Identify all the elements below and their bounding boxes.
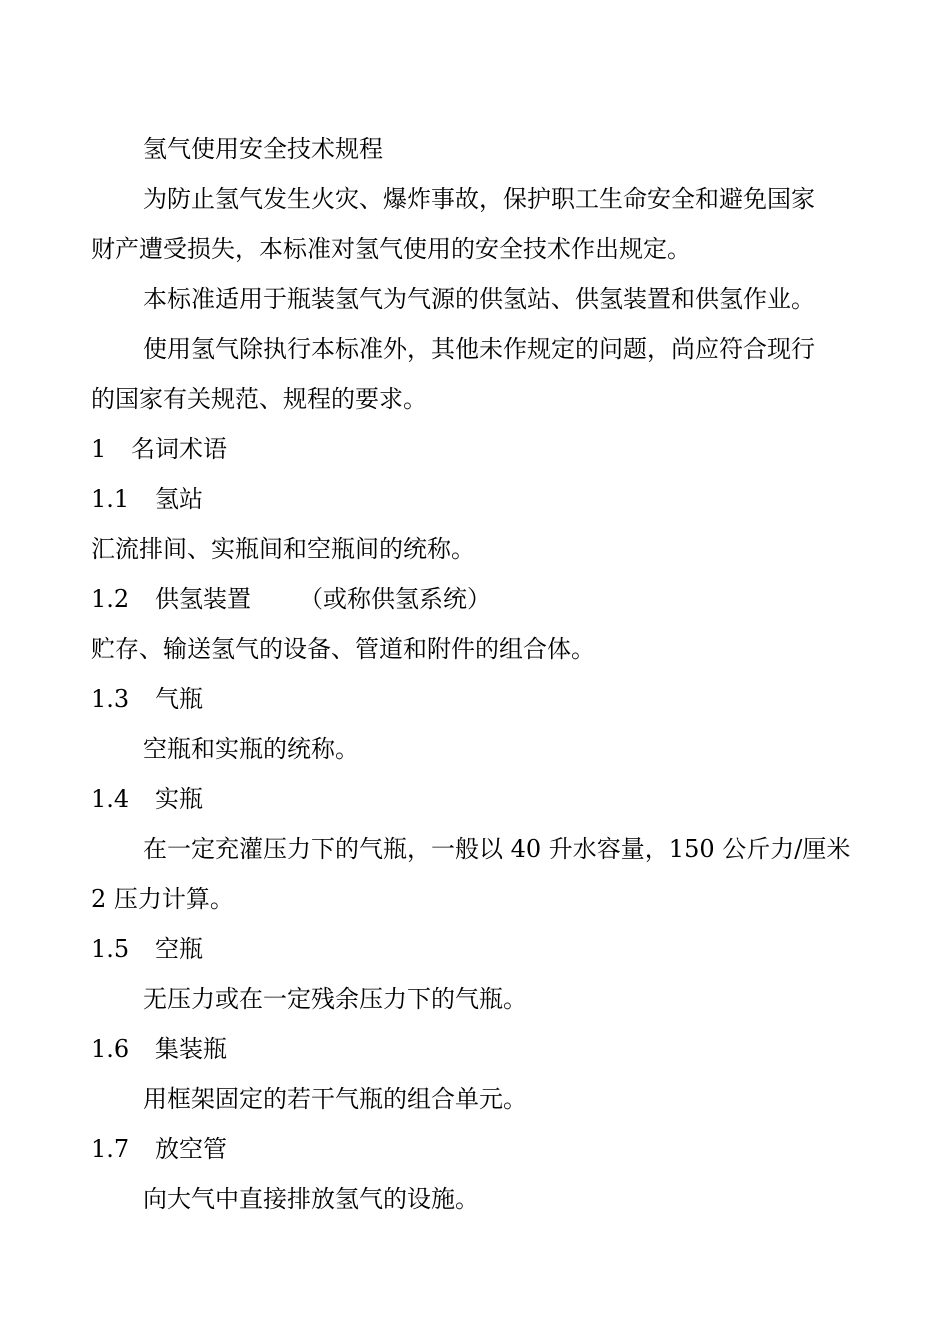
intro-paragraph-3-line-2: 的国家有关规范、规程的要求。 bbox=[91, 385, 427, 413]
term-title: 空瓶 bbox=[155, 935, 203, 963]
term-title: 供氢装置 bbox=[155, 585, 251, 613]
intro-paragraph-3-line-1: 使用氢气除执行本标准外，其他未作规定的问题，尚应符合现行 bbox=[143, 335, 815, 363]
term-title: 氢站 bbox=[155, 485, 203, 513]
term-note: （或称供氢系统） bbox=[299, 585, 491, 613]
term-number: 1.5 bbox=[91, 935, 130, 963]
term-heading-1-7 bbox=[0, 1134, 950, 1164]
section-title: 名词术语 bbox=[131, 435, 227, 463]
term-definition-1-1: 汇流排间、实瓶间和空瓶间的统称。 bbox=[91, 535, 475, 563]
term-number: 1.6 bbox=[91, 1035, 130, 1063]
term-definition-1-7: 向大气中直接排放氢气的设施。 bbox=[143, 1185, 479, 1213]
intro-paragraph-1-line-2: 财产遭受损失，本标准对氢气使用的安全技术作出规定。 bbox=[91, 235, 691, 263]
term-definition-1-4-line-2: 2 压力计算。 bbox=[91, 885, 234, 913]
term-title: 实瓶 bbox=[155, 785, 203, 813]
term-definition-1-5: 无压力或在一定残余压力下的气瓶。 bbox=[143, 985, 527, 1013]
term-number: 1.3 bbox=[91, 685, 130, 713]
term-title: 放空管 bbox=[155, 1135, 227, 1163]
term-definition-1-3: 空瓶和实瓶的统称。 bbox=[143, 735, 359, 763]
term-number: 1.7 bbox=[91, 1135, 130, 1163]
term-heading-1-2 bbox=[0, 584, 950, 614]
intro-paragraph-2: 本标准适用于瓶装氢气为气源的供氢站、供氢装置和供氢作业。 bbox=[143, 285, 815, 313]
term-title: 集装瓶 bbox=[155, 1035, 227, 1063]
term-heading-1-6 bbox=[0, 1034, 950, 1064]
term-definition-1-2: 贮存、输送氢气的设备、管道和附件的组合体。 bbox=[91, 635, 595, 663]
term-title: 气瓶 bbox=[155, 685, 203, 713]
term-definition-1-4-line-1: 在一定充灌压力下的气瓶，一般以 40 升水容量，150 公斤力/厘米 bbox=[143, 835, 851, 863]
term-number: 1.2 bbox=[91, 585, 130, 613]
section-number: 1 bbox=[91, 435, 107, 463]
term-heading-1-1 bbox=[0, 484, 950, 514]
document-title: 氢气使用安全技术规程 bbox=[143, 135, 383, 163]
term-heading-1-3 bbox=[0, 684, 950, 714]
term-heading-1-4 bbox=[0, 784, 950, 814]
intro-paragraph-1-line-1: 为防止氢气发生火灾、爆炸事故，保护职工生命安全和避免国家 bbox=[143, 185, 815, 213]
term-number: 1.4 bbox=[91, 785, 130, 813]
term-definition-1-6: 用框架固定的若干气瓶的组合单元。 bbox=[143, 1085, 527, 1113]
term-heading-1-5 bbox=[0, 934, 950, 964]
section-heading bbox=[0, 434, 950, 464]
term-number: 1.1 bbox=[91, 485, 130, 513]
